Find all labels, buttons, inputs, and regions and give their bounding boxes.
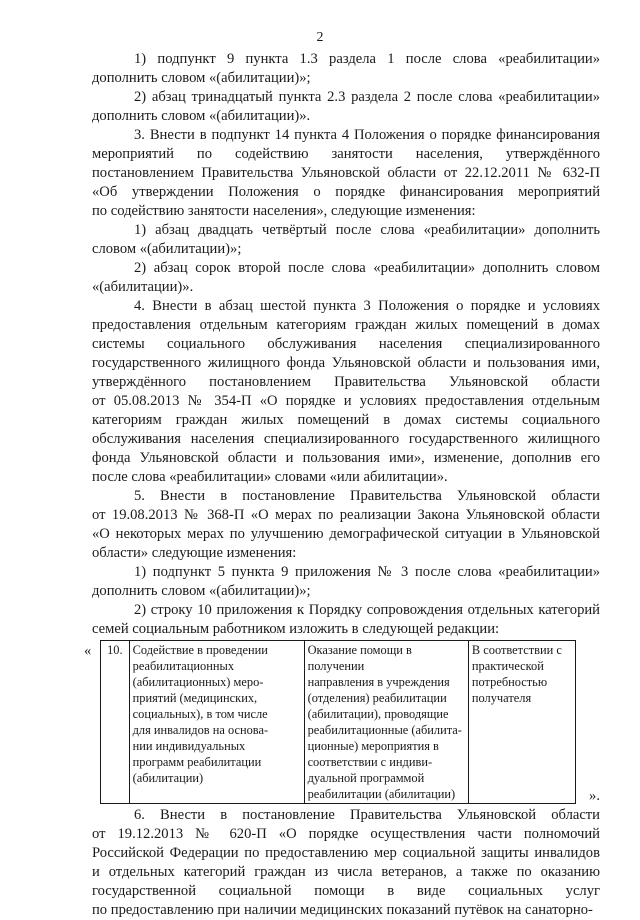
cell-line: получателя xyxy=(471,691,532,705)
paragraph-5-line-1: 2) абзац сорок второй после слова «реабилитации» дополнить словом xyxy=(134,260,600,276)
paragraph-7-line-2: от 19.08.2013 № 368-П «О мерах по реализации Закона Ульяновской области xyxy=(92,507,600,523)
paragraph-6-line-8: обслуживания населения специализированного государственного жилищного xyxy=(92,431,600,447)
cell-line: (абилитации), проводящие xyxy=(307,707,449,721)
cell-line: (отделения) реабилитации xyxy=(307,691,447,705)
cell-line: В соответствии с xyxy=(471,643,562,657)
paragraph-6-line-7: категориям граждан жилых помещений в домах системы социального xyxy=(92,412,600,428)
paragraph-9-line-1: 2) строку 10 приложения к Порядку сопровождения отдельных категорий xyxy=(134,602,600,618)
cell-line: соответствии с индиви- xyxy=(307,755,433,769)
paragraph-10-line-4: и отдельных категорий граждан из числа ветеранов, а также по оказанию xyxy=(92,864,600,880)
paragraph-7-line-4: области» следующие изменения: xyxy=(92,545,297,561)
paragraph-6-line-5: утверждённого постановлением Правительства Ульяновской области xyxy=(92,374,600,390)
paragraph-10-line-6: по предоставлению при наличии медицинских показаний путёвок на санаторно- xyxy=(92,902,593,918)
cell-line: для инвалидов на основа- xyxy=(132,723,269,737)
paragraph-10-line-2: от 19.12.2013 № 620-П «О порядке осуществления части полномочий xyxy=(92,826,600,842)
paragraph-6-line-6: от 05.08.2013 № 354-П «О порядке и условиях предоставления отдельным xyxy=(92,393,600,409)
paragraph-3-line-3: постановлением Правительства Ульяновской области от 22.12.2011 № 632-П xyxy=(92,165,600,181)
paragraph-6-line-1: 4. Внести в абзац шестой пункта 3 Положения о порядке и условиях xyxy=(134,298,600,314)
paragraph-6-line-4: государственного жилищного фонда Ульяновской области и пользования ими, xyxy=(92,355,600,371)
paragraph-3-line-1: 3. Внести в подпункт 14 пункта 4 Положения о порядке финансирования xyxy=(134,127,600,143)
paragraph-7-line-3: «О некоторых мерах по улучшению демографической ситуации в Ульяновской xyxy=(92,526,600,542)
paragraph-3-line-5: по содействию занятости населения», следующие изменения: xyxy=(92,203,476,219)
cell-line: ционные) мероприятия в xyxy=(307,739,439,753)
cell-line: нии индивидуальных xyxy=(132,739,246,753)
paragraph-5-line-2: «(абилитации)». xyxy=(92,279,194,295)
paragraph-6-line-9: фонда Ульяновской области и пользования ими», изменение, дополнив его xyxy=(92,450,600,466)
amendment-table-block xyxy=(84,640,600,804)
cell-line: (абилитационных) меро- xyxy=(132,675,264,689)
amendment-table xyxy=(100,640,576,804)
cell-line: программ реабилитации xyxy=(132,755,262,769)
cell-line: потребностью xyxy=(471,675,548,689)
paragraph-2-line-2: дополнить словом «(абилитации)». xyxy=(92,108,311,124)
cell-line: (абилитации) xyxy=(132,771,204,785)
paragraph-10-line-3: Российской Федерации по предоставлению мер социальной защиты инвалидов xyxy=(92,845,600,861)
paragraph-10-line-5: государственной социальной помощи в виде социальных услуг xyxy=(92,883,600,899)
paragraph-1-line-1: 1) подпункт 9 пункта 1.3 раздела 1 после слова «реабилитации» xyxy=(134,51,600,67)
paragraph-4-line-2: словом «(абилитации)»; xyxy=(92,241,242,257)
cell-line: дуальной программой xyxy=(307,771,425,785)
paragraph-9-line-2: семей социальным работником изложить в следующей редакции: xyxy=(92,621,500,637)
assistance-cell xyxy=(304,641,468,804)
cell-line: реабилитационные (абилита- xyxy=(307,723,462,737)
paragraph-4-line-1: 1) абзац двадцать четвёртый после слова «реабилитации» дополнить xyxy=(134,222,600,238)
cell-line: реабилитации (абилитации) xyxy=(307,787,456,801)
paragraph-3-line-4: «Об утверждении Положения о порядке финансирования мероприятий xyxy=(92,184,600,200)
cell-line: Содействие в проведении xyxy=(132,643,268,657)
paragraph-6-line-2: предоставления отдельным категориям граждан жилых помещений в домах xyxy=(92,317,600,333)
cell-line: Оказание помощи в получении xyxy=(307,643,412,673)
paragraph-3-line-2: мероприятий по содействию занятости населения, утверждённого xyxy=(92,146,600,162)
paragraph-6-line-10: после слова «реабилитации» словами «или абилитации». xyxy=(92,469,448,485)
cell-line: практической xyxy=(471,659,544,673)
page-number: 2 xyxy=(316,30,324,45)
paragraph-7-line-1: 5. Внести в постановление Правительства Ульяновской области xyxy=(134,488,600,504)
paragraph-6-line-3: системы социального обслуживания населения специализированного xyxy=(92,336,600,352)
cell-line: социальных), в том числе xyxy=(132,707,268,721)
opening-quote: « xyxy=(84,643,92,659)
frequency-cell xyxy=(468,641,575,804)
paragraph-8-line-1: 1) подпункт 5 пункта 9 приложения № 3 после слова «реабилитации» xyxy=(134,564,600,580)
document-body xyxy=(84,50,600,920)
paragraph-10-line-1: 6. Внести в постановление Правительства Ульяновской области xyxy=(134,807,600,823)
paragraph-1-line-2: дополнить словом «(абилитации)»; xyxy=(92,70,311,86)
cell-line: приятий (медицинских, xyxy=(132,691,258,705)
cell-line: реабилитационных xyxy=(132,659,235,673)
table-row xyxy=(101,641,576,804)
paragraph-2-line-1: 2) абзац тринадцатый пункта 2.3 раздела 2 после слова «реабилитации» xyxy=(134,89,600,105)
measure-cell xyxy=(129,641,304,804)
cell-line: направления в учреждения xyxy=(307,675,450,689)
row-number-cell: 10. xyxy=(101,641,130,804)
closing-quote: ». xyxy=(589,788,600,804)
paragraph-8-line-2: дополнить словом «(абилитации)»; xyxy=(92,583,311,599)
